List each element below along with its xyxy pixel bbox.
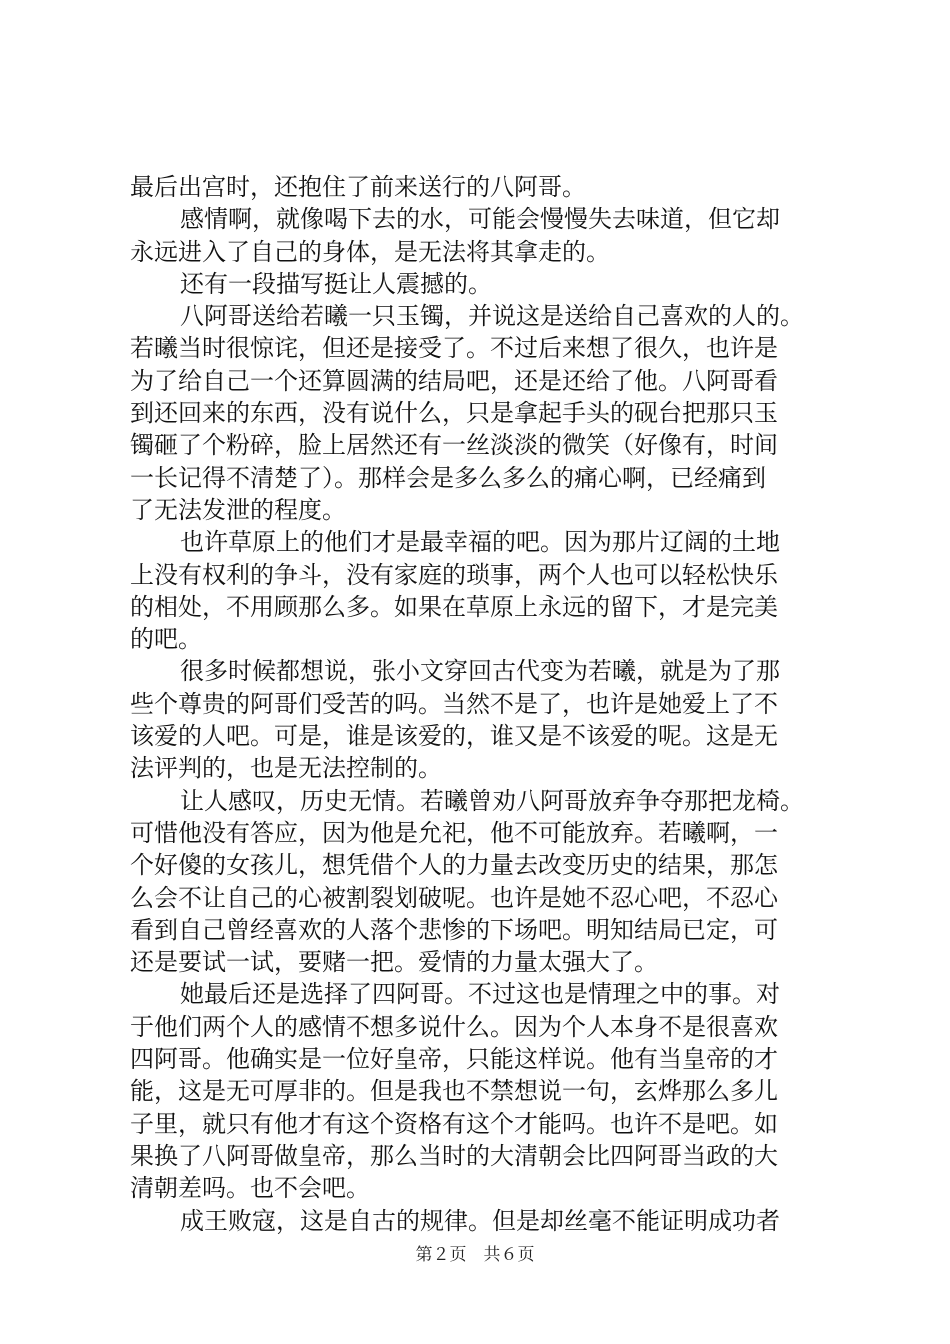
- text-line: 永远进入了自己的身体，是无法将其拿走的。: [130, 237, 610, 266]
- text-line: 她最后还是选择了四阿哥。不过这也是情理之中的事。对: [180, 980, 780, 1009]
- text-line: 么会不让自己的心被割裂划破呢。也许是她不忍心吧，不忍心: [130, 883, 778, 912]
- body-text: [130, 171, 850, 1237]
- text-line: 镯砸了个粉碎，脸上居然还有一丝淡淡的微笑（好像有，时间: [130, 431, 778, 460]
- text-line: 个好傻的女孩儿，想凭借个人的力量去改变历史的结果，那怎: [130, 851, 778, 880]
- text-line: 清朝差吗。也不会吧。: [130, 1174, 370, 1203]
- text-line: 于他们两个人的感情不想多说什么。因为个人本身不是很喜欢: [130, 1012, 778, 1041]
- text-line: 上没有权利的争斗，没有家庭的琐事，两个人也可以轻松快乐: [130, 560, 778, 589]
- text-line: 还是要试一试，要赌一把。爱情的力量太强大了。: [130, 948, 658, 977]
- text-line: 果换了八阿哥做皇帝，那么当时的大清朝会比四阿哥当政的大: [130, 1141, 778, 1170]
- text-line: 感情啊，就像喝下去的水，可能会慢慢失去味道，但它却: [180, 205, 780, 234]
- text-line: 为了给自己一个还算圆满的结局吧，还是还给了他。八阿哥看: [130, 366, 778, 395]
- page-footer: 第２页 共６页: [415, 1245, 535, 1265]
- text-line: 可惜他没有答应，因为他是允祀，他不可能放弃。若曦啊，一: [130, 818, 778, 847]
- text-line: 些个尊贵的阿哥们受苦的吗。当然不是了，也许是她爱上了不: [130, 689, 778, 718]
- text-line: 该爱的人吧。可是，谁是该爱的，谁又是不该爱的呢。这是无: [130, 722, 778, 751]
- text-line: 到还回来的东西，没有说什么，只是拿起手头的砚台把那只玉: [130, 399, 778, 428]
- text-line: 成王败寇，这是自古的规律。但是却丝毫不能证明成功者: [180, 1206, 780, 1235]
- text-line: 看到自己曾经喜欢的人落个悲惨的下场吧。明知结局已定，可: [130, 915, 778, 944]
- text-line: 四阿哥。他确实是一位好皇帝，只能这样说。他有当皇帝的才: [130, 1045, 778, 1074]
- text-line: 八阿哥送给若曦一只玉镯，并说这是送给自己喜欢的人的。: [180, 302, 804, 331]
- text-line: 很多时候都想说，张小文穿回古代变为若曦，就是为了那: [180, 657, 780, 686]
- text-line: 最后出宫时，还抱住了前来送行的八阿哥。: [130, 173, 586, 201]
- text-line: 的吧。: [130, 625, 202, 654]
- text-line: 让人感叹，历史无情。若曦曾劝八阿哥放弃争夺那把龙椅。: [180, 786, 804, 815]
- text-line: 能，这是无可厚非的。但是我也不禁想说一句，玄烨那么多儿: [130, 1077, 778, 1106]
- text-line: 了无法发泄的程度。: [130, 495, 346, 524]
- text-line: 法评判的，也是无法控制的。: [130, 754, 442, 783]
- text-line: 若曦当时很惊诧，但还是接受了。不过后来想了很久，也许是: [130, 334, 778, 363]
- text-line: 一长记得不清楚了）。那样会是多么多么的痛心啊，已经痛到: [130, 463, 766, 492]
- text-line: 的相处，不用顾那么多。如果在草原上永远的留下，才是完美: [130, 592, 778, 621]
- text-line: 也许草原上的他们才是最幸福的吧。因为那片辽阔的土地: [180, 528, 780, 557]
- text-line: 还有一段描写挺让人震撼的。: [180, 269, 492, 298]
- text-line: 子里，就只有他才有这个资格有这个才能吗。也许不是吧。如: [130, 1109, 778, 1138]
